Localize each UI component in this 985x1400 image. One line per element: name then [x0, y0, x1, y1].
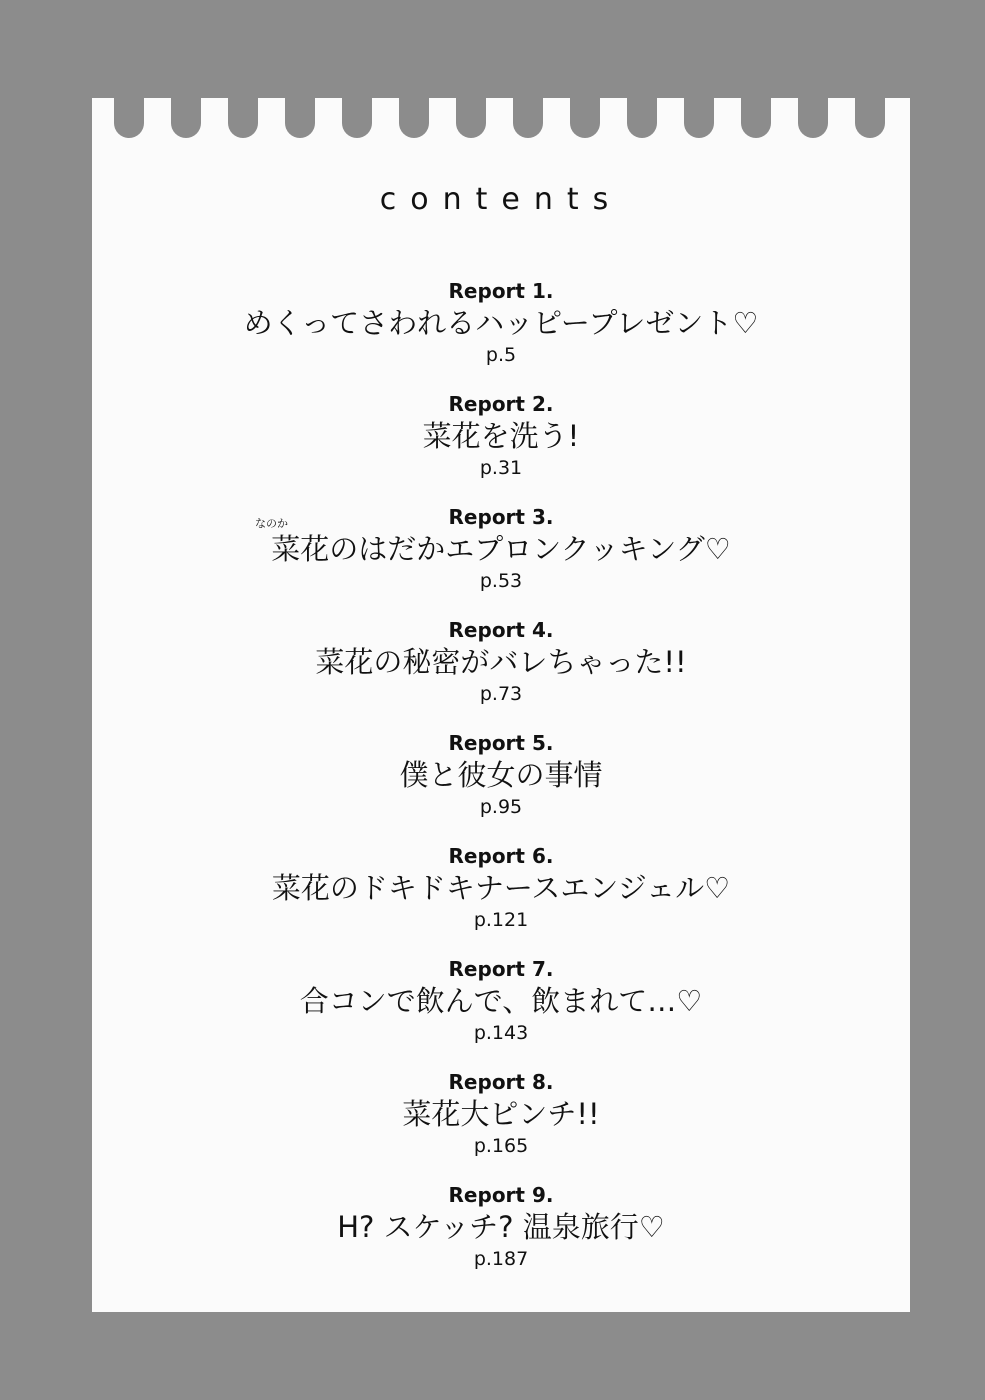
binder-hole	[285, 98, 315, 138]
report-label: Report 3.	[448, 505, 554, 529]
page-number: p.165	[473, 1135, 529, 1157]
page-number: p.31	[479, 457, 523, 479]
toc-entry	[92, 279, 910, 367]
binder-hole	[627, 98, 657, 138]
page-number: p.95	[479, 796, 523, 818]
report-label: Report 5.	[448, 731, 554, 755]
report-label: Report 7.	[448, 957, 554, 981]
toc-entry	[92, 731, 910, 819]
contents-heading: contents	[379, 182, 623, 217]
furigana-ruby: なのか	[255, 517, 288, 530]
binder-hole	[399, 98, 429, 138]
toc-entry	[92, 957, 910, 1045]
binder-hole	[513, 98, 543, 138]
report-label: Report 4.	[448, 618, 554, 642]
page-number: p.73	[479, 683, 523, 705]
page-number: p.53	[479, 570, 523, 592]
binder-hole	[228, 98, 258, 138]
binder-hole	[342, 98, 372, 138]
binder-hole	[798, 98, 828, 138]
report-label: Report 9.	[448, 1183, 554, 1207]
binder-hole	[741, 98, 771, 138]
report-label: Report 6.	[448, 844, 554, 868]
chapter-title: 菜花を洗う!	[422, 419, 580, 453]
binder-hole	[684, 98, 714, 138]
toc-entry	[92, 1070, 910, 1158]
page-number: p.121	[473, 909, 529, 931]
chapter-title: 菜花のドキドキナースエンジェル♡	[271, 871, 731, 905]
chapter-title: 菜花の秘密がバレちゃった!!	[315, 645, 687, 679]
binder-hole	[456, 98, 486, 138]
report-label: Report 1.	[448, 279, 554, 303]
toc-entry	[92, 392, 910, 480]
page-number: p.5	[485, 344, 517, 366]
binder-hole	[570, 98, 600, 138]
chapter-title: 菜花のはだかエプロンクッキング♡	[271, 532, 731, 566]
chapter-title: 僕と彼女の事情	[399, 758, 603, 792]
toc-entry	[92, 844, 910, 932]
report-label: Report 8.	[448, 1070, 554, 1094]
toc-entry	[92, 1183, 910, 1271]
page-number: p.143	[473, 1022, 529, 1044]
notebook-page	[92, 98, 910, 1312]
report-label: Report 2.	[448, 392, 554, 416]
binder-holes	[92, 98, 910, 158]
toc-entry	[92, 618, 910, 706]
chapter-title: 菜花大ピンチ!!	[402, 1097, 600, 1131]
binder-hole	[171, 98, 201, 138]
binder-hole	[114, 98, 144, 138]
chapter-title: めくってさわれるハッピープレゼント♡	[243, 306, 759, 340]
page-number: p.187	[473, 1248, 529, 1270]
chapter-title: H? スケッチ? 温泉旅行♡	[337, 1210, 665, 1244]
chapter-title: 合コンで飲んで、飲まれて…♡	[299, 984, 703, 1018]
binder-hole	[855, 98, 885, 138]
toc-entry	[92, 505, 910, 593]
